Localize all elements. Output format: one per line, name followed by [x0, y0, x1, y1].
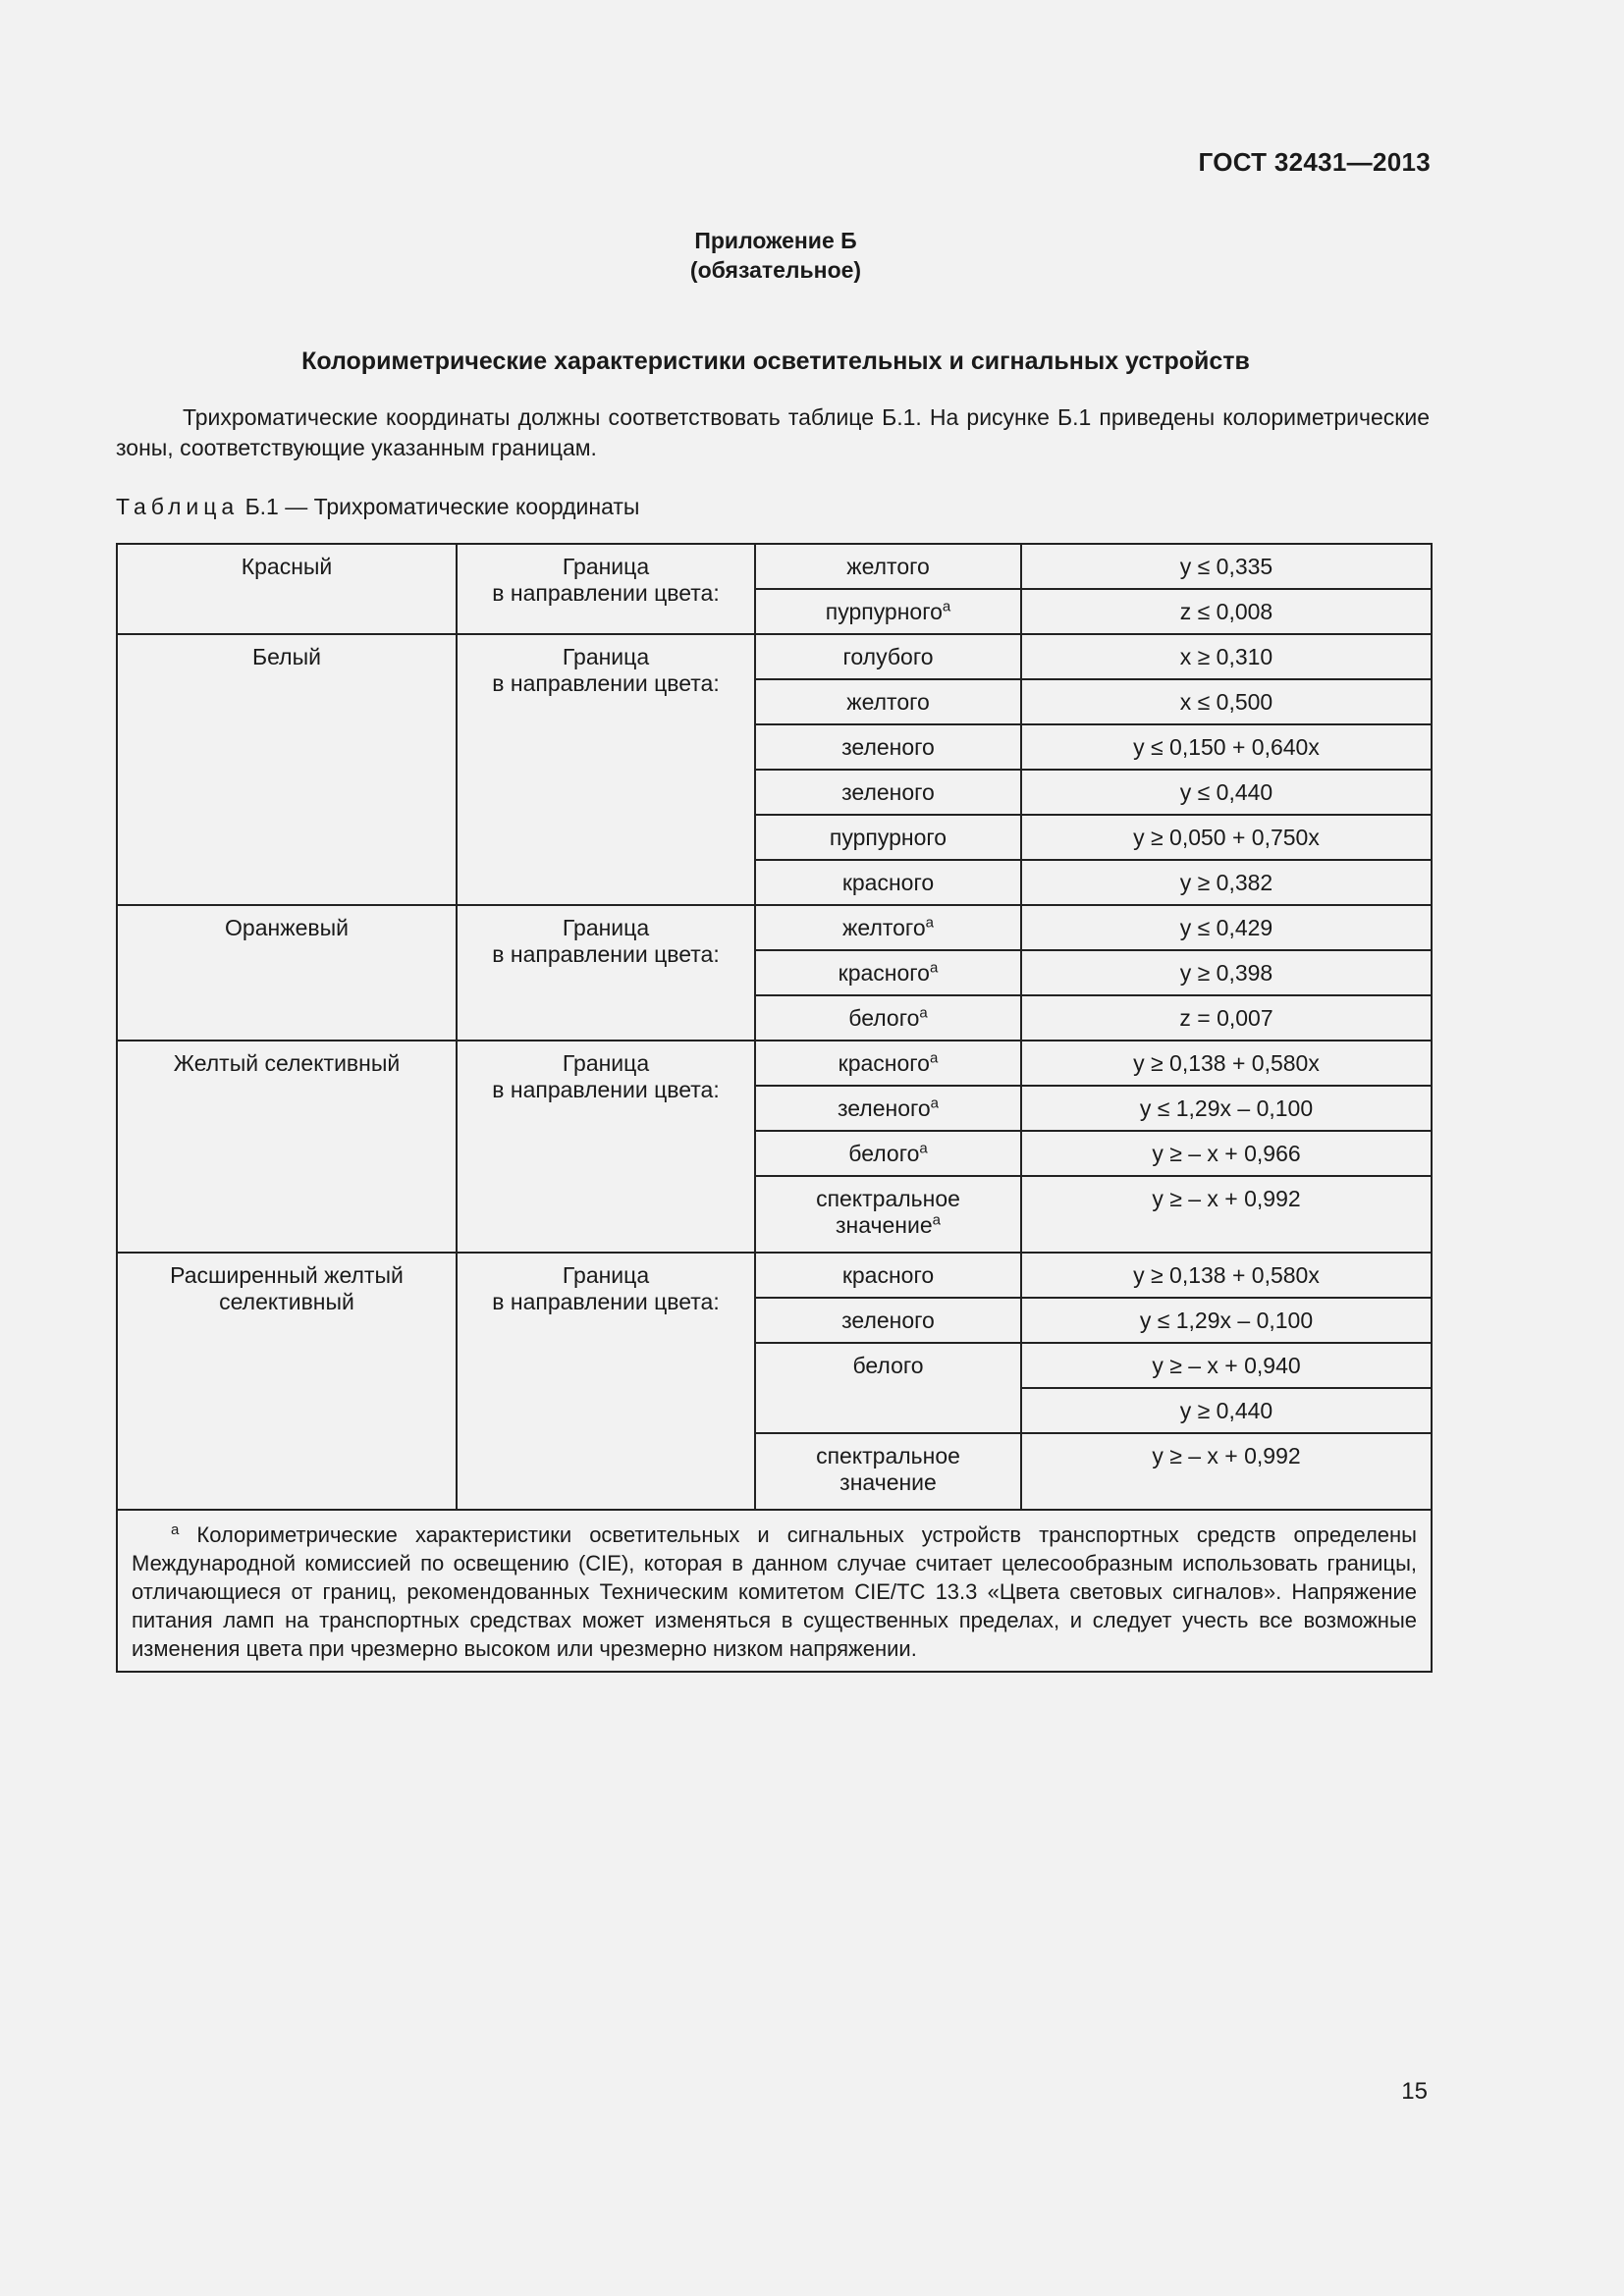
- footnote-marker: а: [942, 598, 951, 615]
- footnote-marker: а: [171, 1521, 180, 1538]
- direction-text: белого: [852, 1353, 924, 1378]
- condition-cell: y ≤ 0,335: [1021, 544, 1432, 589]
- condition-cell: y ≥ 0,138 + 0,580x: [1021, 1253, 1432, 1298]
- signal-color-cell: Расширенный желтый селективный: [117, 1253, 457, 1510]
- boundary-label-line1: Граница: [562, 1262, 650, 1288]
- table-row: [117, 905, 1432, 950]
- direction-text: красного: [838, 960, 930, 986]
- direction-text: пурпурного: [825, 599, 943, 624]
- condition-cell: y ≤ 1,29x – 0,100: [1021, 1086, 1432, 1131]
- appendix-title: Приложение Б: [694, 228, 857, 253]
- condition-cell: y ≥ 0,050 + 0,750x: [1021, 815, 1432, 860]
- condition-cell: y ≥ – x + 0,992: [1021, 1433, 1432, 1510]
- direction-text: белого: [848, 1141, 920, 1166]
- direction-text: белого: [848, 1005, 920, 1031]
- page-number: 15: [1401, 2078, 1428, 2105]
- direction-text: зеленого: [841, 1308, 935, 1333]
- boundary-label-cell: [457, 905, 755, 1041]
- direction-cell: [755, 1433, 1021, 1510]
- direction-cell: [755, 995, 1021, 1041]
- signal-color-cell: Красный: [117, 544, 457, 634]
- condition-cell: y ≤ 0,150 + 0,640x: [1021, 724, 1432, 770]
- direction-cell: [755, 1253, 1021, 1298]
- direction-cell: [755, 1131, 1021, 1176]
- condition-cell: y ≥ 0,382: [1021, 860, 1432, 905]
- section-title: Колориметрические характеристики осветительных и сигнальных устройств: [301, 347, 1250, 375]
- signal-color-cell: Белый: [117, 634, 457, 905]
- direction-cell: [755, 905, 1021, 950]
- signal-color-cell: Оранжевый: [117, 905, 457, 1041]
- boundary-label-cell: [457, 1041, 755, 1253]
- condition-cell: y ≥ 0,398: [1021, 950, 1432, 995]
- direction-cell: [755, 724, 1021, 770]
- condition-cell: x ≥ 0,310: [1021, 634, 1432, 679]
- boundary-label-line2: в направлении цвета:: [492, 941, 720, 967]
- boundary-label-line1: Граница: [562, 915, 650, 940]
- boundary-label-line2: в направлении цвета:: [492, 1077, 720, 1102]
- direction-text: спектральное значение: [816, 1443, 960, 1495]
- direction-cell: [755, 770, 1021, 815]
- direction-cell: [755, 544, 1021, 589]
- footnote-cell: [117, 1510, 1432, 1672]
- direction-text: красного: [841, 870, 935, 895]
- table-row: [117, 544, 1432, 589]
- condition-cell: y ≥ – x + 0,992: [1021, 1176, 1432, 1253]
- footnote-marker: а: [929, 1049, 939, 1067]
- boundary-label-cell: [457, 1253, 755, 1510]
- condition-cell: y ≥ 0,138 + 0,580x: [1021, 1041, 1432, 1086]
- condition-cell: y ≤ 1,29x – 0,100: [1021, 1298, 1432, 1343]
- boundary-label-line1: Граница: [562, 644, 650, 669]
- signal-color-cell: Желтый селективный: [117, 1041, 457, 1253]
- direction-text: пурпурного: [829, 825, 947, 850]
- chromaticity-table: [116, 543, 1433, 1673]
- direction-text: зеленого: [841, 779, 935, 805]
- table-caption-text: Б.1 — Трихроматические координаты: [244, 494, 640, 519]
- boundary-label-line1: Граница: [562, 1050, 650, 1076]
- footnote-row: [117, 1510, 1432, 1672]
- table-row: [117, 1253, 1432, 1298]
- boundary-label-line2: в направлении цвета:: [492, 580, 720, 606]
- direction-text: зеленого: [841, 734, 935, 760]
- intro-paragraph: Трихроматические координаты должны соответствовать таблице Б.1. На рисунке Б.1 приведены колориметрические зоны, соответствующие указанным границам.: [116, 404, 1430, 460]
- boundary-label-line2: в направлении цвета:: [492, 670, 720, 696]
- direction-text: красного: [838, 1050, 930, 1076]
- footnote-marker: а: [925, 914, 934, 932]
- direction-cell: [755, 634, 1021, 679]
- direction-cell: [755, 589, 1021, 634]
- appendix-status: (обязательное): [689, 257, 862, 283]
- standard-number: ГОСТ 32431—2013: [1198, 147, 1431, 177]
- footnote-text: Колориметрические характеристики осветительных и сигнальных устройств транспортных средств определены Международной комиссией по освещению (CIE), которая в данном случае считает целесообразным использовать границы, отличающиеся от границ, рекомендованных Техническим комитетом CIE/TC 13.3 «Цвета световых сигналов». Напряжение питания ламп на транспортных средствах может изменяться в существенных пределах, и следует учесть все возможные изменения цвета при чрезмерно высоком или чрезмерно низком напряжении.: [132, 1522, 1417, 1661]
- direction-text: голубого: [842, 644, 934, 669]
- footnote-marker: а: [930, 1095, 940, 1112]
- direction-cell: [755, 1298, 1021, 1343]
- boundary-label-line1: Граница: [562, 554, 650, 579]
- direction-cell: [755, 1041, 1021, 1086]
- direction-text: красного: [841, 1262, 935, 1288]
- footnote-marker: а: [932, 1211, 941, 1229]
- direction-text: зеленого: [837, 1095, 931, 1121]
- table-caption-word: Таблица: [116, 494, 240, 519]
- direction-cell: [755, 679, 1021, 724]
- direction-text: желтого: [842, 915, 926, 940]
- boundary-label-cell: [457, 544, 755, 634]
- condition-cell: y ≥ – x + 0,940: [1021, 1343, 1432, 1388]
- table-caption: [116, 494, 639, 520]
- direction-cell: [755, 950, 1021, 995]
- condition-cell: y ≥ 0,440: [1021, 1388, 1432, 1433]
- direction-text: спектральное значение: [816, 1186, 960, 1238]
- boundary-label-cell: [457, 634, 755, 905]
- table-row: [117, 1041, 1432, 1086]
- direction-cell: [755, 1086, 1021, 1131]
- direction-text: желтого: [846, 554, 930, 579]
- condition-cell: y ≤ 0,429: [1021, 905, 1432, 950]
- table-row: [117, 634, 1432, 679]
- condition-cell: y ≤ 0,440: [1021, 770, 1432, 815]
- condition-cell: z ≤ 0,008: [1021, 589, 1432, 634]
- direction-cell: [755, 1176, 1021, 1253]
- direction-cell: [755, 815, 1021, 860]
- appendix-heading: [0, 226, 1551, 285]
- footnote-marker: а: [919, 1004, 928, 1022]
- condition-cell: z = 0,007: [1021, 995, 1432, 1041]
- direction-text: желтого: [846, 689, 930, 715]
- footnote-marker: а: [929, 959, 939, 977]
- condition-cell: x ≤ 0,500: [1021, 679, 1432, 724]
- footnote-marker: а: [919, 1140, 928, 1157]
- direction-cell: [755, 860, 1021, 905]
- boundary-label-line2: в направлении цвета:: [492, 1289, 720, 1314]
- condition-cell: y ≥ – x + 0,966: [1021, 1131, 1432, 1176]
- direction-cell: [755, 1343, 1021, 1433]
